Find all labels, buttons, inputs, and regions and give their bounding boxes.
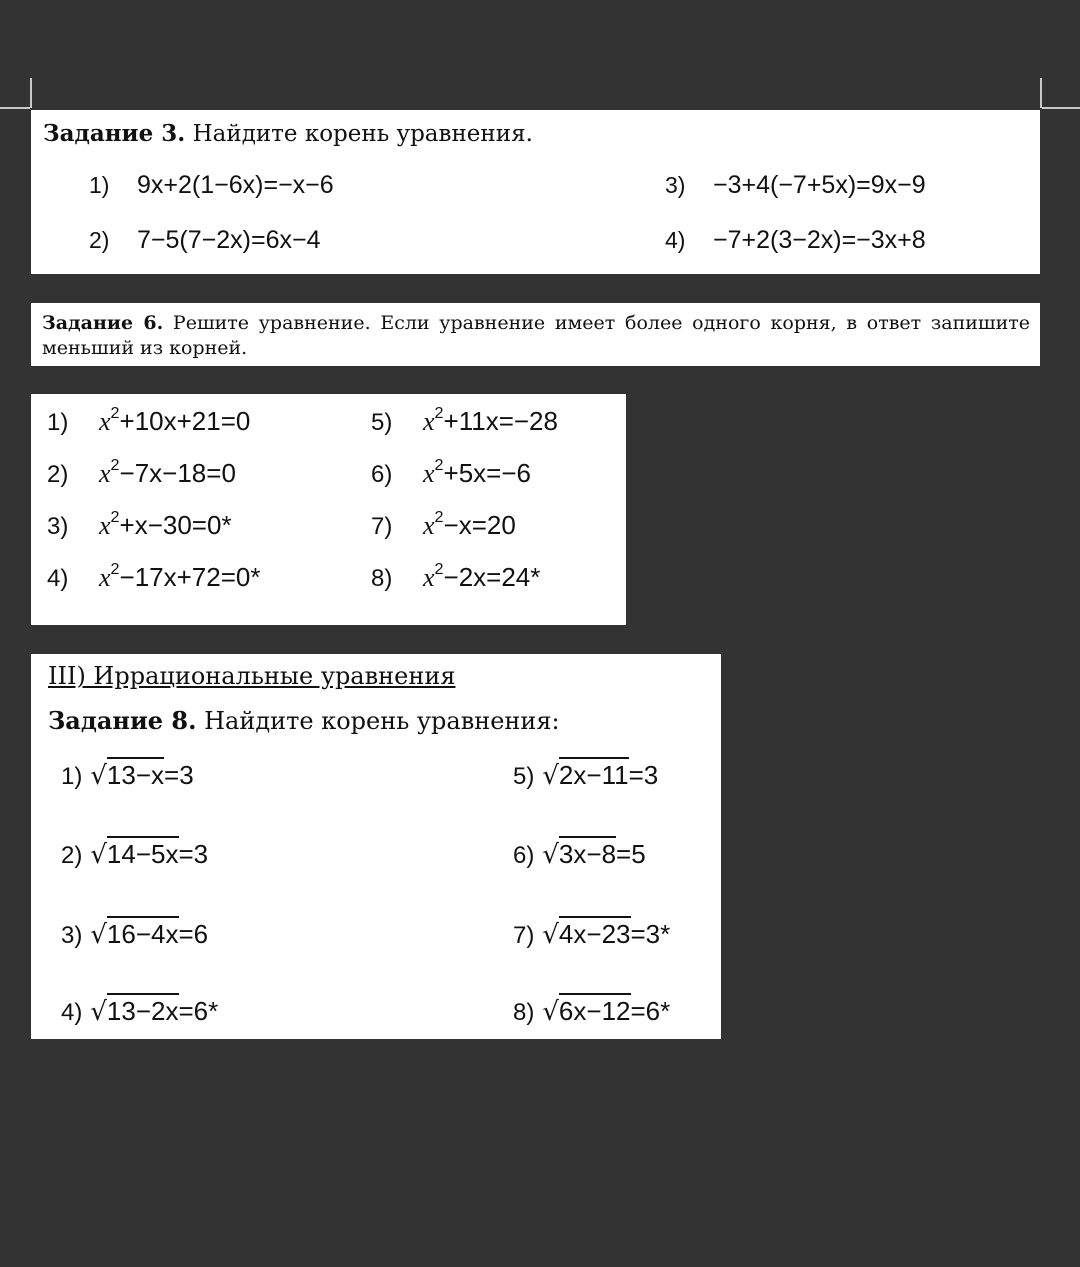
radicand: 14−5x <box>107 836 179 869</box>
quadratic-equation <box>371 455 531 489</box>
square-root-icon: √ <box>90 920 107 950</box>
radical-equation <box>61 919 208 950</box>
equation-number: 7) <box>513 922 535 949</box>
variable: x <box>99 511 111 540</box>
task8-heading <box>48 706 560 735</box>
radicand: 6x−12 <box>559 993 631 1026</box>
task8-instruction: Найдите корень уравнения: <box>204 707 560 735</box>
equation-text: 9x+2(1−6x)=−x−6 <box>137 171 334 199</box>
equation-rhs: =3* <box>630 919 671 949</box>
square-root-icon: √ <box>90 761 107 791</box>
equation-number: 2) <box>89 227 110 253</box>
radicand: 3x−8 <box>559 836 616 869</box>
quadratic-equation <box>371 507 516 541</box>
exponent: 2 <box>434 559 444 578</box>
equation-number: 7) <box>371 513 393 540</box>
equation-rhs: =3 <box>628 760 659 790</box>
square-root-icon: √ <box>90 997 107 1027</box>
exponent: 2 <box>110 507 120 526</box>
equation-number: 4) <box>665 227 686 253</box>
equation-number: 4) <box>61 999 83 1026</box>
task3-equation <box>89 170 334 200</box>
crop-mark-left-vertical <box>30 78 32 108</box>
radical-equation <box>61 996 218 1027</box>
task6-instruction: Решите уравнение. Если уравнение имеет более одного корня, в ответ запишите меньший из корней. <box>42 312 1030 359</box>
equation-number: 8) <box>371 565 393 592</box>
equation-number: 8) <box>513 999 535 1026</box>
equation-number: 5) <box>371 409 393 436</box>
equation-text: +11x=−28 <box>443 406 558 436</box>
variable: x <box>423 563 435 592</box>
radical-equation <box>513 760 658 791</box>
exponent: 2 <box>434 455 444 474</box>
equation-text: −3+4(−7+5x)=9x−9 <box>713 171 926 199</box>
quadratic-equation <box>47 455 236 489</box>
variable: x <box>423 511 435 540</box>
equation-rhs: =3 <box>164 760 194 790</box>
equation-number: 6) <box>513 842 535 869</box>
equation-text: −17x+72=0* <box>119 562 261 592</box>
equation-text: −2x=24* <box>443 562 541 592</box>
crop-mark-left-horizontal <box>0 107 30 109</box>
crop-mark-right-vertical <box>1040 78 1042 108</box>
task6-heading-panel <box>31 303 1040 366</box>
variable: x <box>99 459 111 488</box>
equation-number: 3) <box>61 922 83 949</box>
quadratic-equation <box>47 507 232 541</box>
equation-number: 2) <box>61 842 83 869</box>
quadratic-equation <box>371 559 541 593</box>
quadratic-equation <box>47 403 251 437</box>
equation-rhs: =5 <box>616 839 646 869</box>
quadratic-equation <box>371 403 558 437</box>
radicand: 13−2x <box>107 993 179 1026</box>
equation-rhs: =6* <box>178 996 219 1026</box>
square-root-icon: √ <box>542 761 559 791</box>
task6-equations-panel <box>31 394 626 625</box>
task3-equation <box>665 170 926 200</box>
equation-number: 2) <box>47 461 69 488</box>
equation-text: −7+2(3−2x)=−3x+8 <box>713 226 926 254</box>
equation-number: 3) <box>47 513 69 540</box>
task6-heading <box>42 311 1030 361</box>
equation-rhs: =6* <box>630 996 671 1026</box>
equation-text: −7x−18=0 <box>119 458 236 488</box>
quadratic-equation <box>47 559 261 593</box>
variable: x <box>423 407 435 436</box>
exponent: 2 <box>110 559 120 578</box>
equation-number: 3) <box>665 172 686 198</box>
variable: x <box>99 407 111 436</box>
equation-number: 5) <box>513 763 535 790</box>
square-root-icon: √ <box>542 840 559 870</box>
variable: x <box>99 563 111 592</box>
equation-text: +x−30=0* <box>119 510 232 540</box>
radical-equation <box>61 760 194 791</box>
variable: x <box>423 459 435 488</box>
task3-heading <box>43 120 533 147</box>
radicand: 13−x <box>107 757 164 790</box>
exponent: 2 <box>434 403 444 422</box>
equation-number: 1) <box>61 763 83 790</box>
equation-text: −x=20 <box>443 510 516 540</box>
exponent: 2 <box>110 403 120 422</box>
task3-label: Задание 3. <box>43 120 186 147</box>
task3-instruction: Найдите корень уравнения. <box>192 121 533 147</box>
equation-number: 4) <box>47 565 69 592</box>
radicand: 16−4x <box>107 916 179 949</box>
exponent: 2 <box>110 455 120 474</box>
equation-number: 1) <box>89 172 110 198</box>
radicand: 2x−11 <box>559 757 629 790</box>
radical-equation <box>61 839 208 870</box>
exponent: 2 <box>434 507 444 526</box>
radicand: 4x−23 <box>559 916 631 949</box>
square-root-icon: √ <box>90 840 107 870</box>
equation-number: 1) <box>47 409 69 436</box>
square-root-icon: √ <box>542 920 559 950</box>
crop-mark-right-horizontal <box>1042 107 1080 109</box>
radical-equation <box>513 839 646 870</box>
section-title: III) Иррациональные уравнения <box>48 662 456 690</box>
radical-equation <box>513 996 670 1027</box>
equation-text: +5x=−6 <box>443 458 531 488</box>
equation-text: 7−5(7−2x)=6x−4 <box>137 226 321 254</box>
task6-label: Задание 6. <box>42 312 164 334</box>
task3-equation <box>665 225 926 255</box>
radical-equation <box>513 919 670 950</box>
square-root-icon: √ <box>542 997 559 1027</box>
equation-text: +10x+21=0 <box>119 406 251 436</box>
equation-rhs: =3 <box>178 839 209 869</box>
equation-number: 6) <box>371 461 393 488</box>
task8-label: Задание 8. <box>48 706 197 735</box>
task3-panel <box>31 110 1040 274</box>
equation-rhs: =6 <box>178 919 209 949</box>
task3-equation <box>89 225 320 255</box>
task8-panel <box>31 654 721 1039</box>
